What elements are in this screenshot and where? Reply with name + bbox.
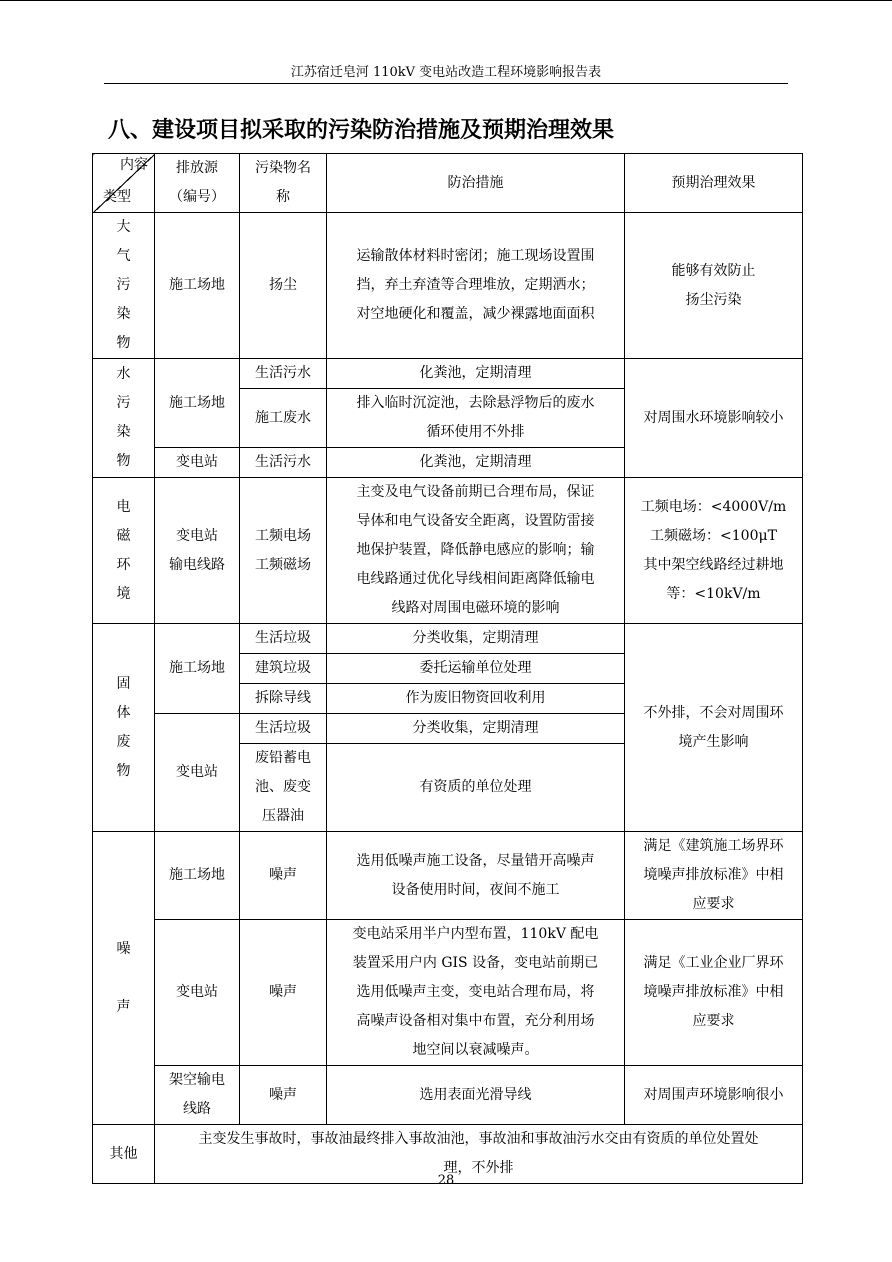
solid-measures: 分类收集，定期清理 [327,624,625,654]
water-measures: 排入临时沉淀池，去除悬浮物后的废水 循环使用不外排 [327,389,625,448]
pollution-control-table [92,153,803,1184]
solid-effect: 不外排，不会对周围环 境产生影响 [625,624,803,832]
header-diagonal-cell [93,154,155,213]
table-row [93,359,803,389]
category-noise: 噪声 [93,832,155,1125]
other-content: 主变发生事故时，事故油最终排入事故油池，事故油和事故油污水交由有资质的单位处置处 理，不外排 [155,1125,803,1184]
em-pollutant: 工频电场 工频磁场 [240,478,327,624]
water-pollutant: 生活污水 [240,359,327,389]
header-content-label: 内容 [120,157,148,173]
category-other: 其他 [93,1125,155,1184]
table-row [93,920,803,1066]
noise-effect: 对周围声环境影响很小 [625,1066,803,1125]
category-solid: 固体废物 [93,624,155,832]
water-source-site: 施工场地 [155,359,240,448]
table-row [93,478,803,624]
noise-source: 施工场地 [155,832,240,920]
solid-pollutant: 生活垃圾 [240,624,327,654]
table-row [93,1066,803,1125]
table-row [93,832,803,920]
header-type-label: 类型 [103,189,131,205]
noise-effect: 满足《建筑施工场界环 境噪声排放标准》中相 应要求 [625,832,803,920]
table-row [93,624,803,654]
water-pollutant: 施工废水 [240,389,327,448]
category-water: 水污染物 [93,359,155,478]
water-measures: 化粪池，定期清理 [327,359,625,389]
page-number: 28 [437,1173,455,1188]
top-border-line [0,0,892,1]
solid-source-station: 变电站 [155,714,240,832]
noise-source: 变电站 [155,920,240,1066]
section-title: 八、建设项目拟采取的污染防治措施及预期治理效果 [108,117,615,143]
noise-measures: 选用低噪声施工设备，尽量错开高噪声 设备使用时间，夜间不施工 [327,832,625,920]
table-row [93,213,803,359]
noise-pollutant: 噪声 [240,1066,327,1125]
solid-pollutant: 生活垃圾 [240,714,327,744]
header-rule [104,83,788,84]
solid-measures: 分类收集，定期清理 [327,714,625,744]
noise-source: 架空输电 线路 [155,1066,240,1125]
noise-effect: 满足《工业企业厂界环 境噪声排放标准》中相 应要求 [625,920,803,1066]
em-effect: 工频电场：<4000V/m 工频磁场：<100μT 其中架空线路经过耕地 等：<10kV/m [625,478,803,624]
header-measures: 防治措施 [327,154,625,213]
category-em: 电磁环境 [93,478,155,624]
solid-measures: 委托运输单位处理 [327,654,625,684]
em-measures: 主变及电气设备前期已合理布局，保证 导体和电气设备安全距离，设置防雷接 地保护装置，降低静电感应的影响；输 电线路通过优化导线相间距离降低输电 线路对周围电磁环境的影响 [327,478,625,624]
noise-pollutant: 噪声 [240,920,327,1066]
header-source: 排放源 （编号） [155,154,240,213]
solid-source-site: 施工场地 [155,624,240,714]
noise-pollutant: 噪声 [240,832,327,920]
table-header-row [93,154,803,213]
category-air: 大气污染物 [93,213,155,359]
noise-measures: 变电站采用半户内型布置，110kV 配电 装置采用户内 GIS 设备，变电站前期已 选用低噪声主变，变电站合理布局，将 高噪声设备相对集中布置，充分利用场 地空间以衰减噪声。 [327,920,625,1066]
header-pollutant: 污染物名 称 [240,154,327,213]
solid-measures: 有资质的单位处理 [327,744,625,832]
air-source: 施工场地 [155,213,240,359]
air-measures: 运输散体材料时密闭；施工现场设置围 挡，弃土弃渣等合理堆放，定期洒水； 对空地硬化和覆盖，减少裸露地面面积 [327,213,625,359]
solid-measures: 作为废旧物资回收利用 [327,684,625,714]
water-measures: 化粪池，定期清理 [327,448,625,478]
solid-pollutant: 拆除导线 [240,684,327,714]
header-effect: 预期治理效果 [625,154,803,213]
water-pollutant: 生活污水 [240,448,327,478]
air-effect: 能够有效防止 扬尘污染 [625,213,803,359]
water-source-station: 变电站 [155,448,240,478]
solid-pollutant: 废铅蓄电 池、废变 压器油 [240,744,327,832]
running-header: 江苏宿迁皂河 110kV 变电站改造工程环境影响报告表 [290,65,602,80]
solid-pollutant: 建筑垃圾 [240,654,327,684]
air-pollutant: 扬尘 [240,213,327,359]
noise-measures: 选用表面光滑导线 [327,1066,625,1125]
em-source: 变电站 输电线路 [155,478,240,624]
water-effect: 对周围水环境影响较小 [625,359,803,478]
